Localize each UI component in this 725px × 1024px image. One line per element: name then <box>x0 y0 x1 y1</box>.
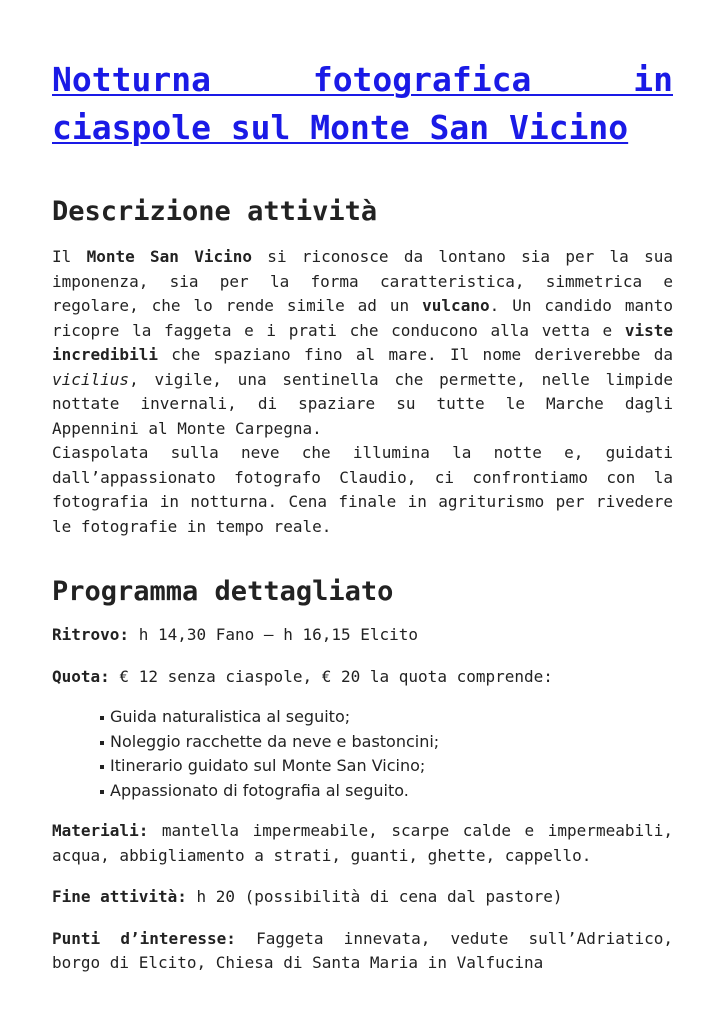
field-label: Materiali: <box>52 821 149 840</box>
field-fine-attivita <box>52 885 673 910</box>
field-label: Quota: <box>52 666 110 686</box>
quota-includes-list <box>52 705 673 803</box>
description-paragraph-2: Ciaspolata sulla neve che illumina la notte e, guidati dall’appassionato fotografo Claudio, ci confrontiamo con la fotografia in notturna. Cena finale in agriturismo per rivedere le fotografie in tempo reale. <box>52 443 673 536</box>
field-value: h 20 (possibilità di cena dal pastore) <box>186 887 563 906</box>
description-text: Il <box>52 247 87 266</box>
field-value: h 14,30 Fano – h 16,15 Elcito <box>129 625 419 644</box>
italic-vicilius: vicilius <box>52 369 130 389</box>
page-title <box>52 56 673 152</box>
title-link[interactable]: Notturna fotografica in ciaspole sul Monte San Vicino <box>52 60 673 147</box>
bold-monte-san-vicino: Monte San Vicino <box>86 247 253 266</box>
field-punti-interesse <box>52 927 673 976</box>
section-heading-description: Descrizione attività <box>52 196 378 227</box>
description-paragraph <box>52 245 673 441</box>
field-value: € 12 senza ciaspole, € 20 la quota comprende: <box>109 666 553 686</box>
field-label: Fine attività: <box>52 887 187 906</box>
list-item: Itinerario guidato sul Monte San Vicino; <box>100 754 673 779</box>
description-text: , vigile, una sentinella che permette, nelle limpide nottate invernali, di spaziare su tutte le Marche dagli Appennini al Monte Carpegna. <box>52 369 673 438</box>
description-text: . Un candido manto ricopre la faggeta e i prati che conducono alla vetta e <box>52 296 674 340</box>
field-label: Ritrovo: <box>52 625 130 644</box>
field-value: mantella impermeabile, scarpe calde e impermeabili, acqua, abbigliamento a strati, guanti, ghette, cappello. <box>52 821 673 865</box>
description-text: che spaziano fino al mare. Il nome deriverebbe da <box>157 345 673 364</box>
list-item: Appassionato di fotografia al seguito. <box>100 779 673 804</box>
section-heading-program: Programma dettagliato <box>52 576 394 607</box>
list-item: Noleggio racchette da neve e bastoncini; <box>100 730 673 755</box>
description-text: si riconosce da lontano sia per la sua imponenza, sia per la forma caratteristica, simmetrica e regolare, che lo rende simile ad un <box>52 247 673 315</box>
field-ritrovo <box>52 623 673 648</box>
bold-vulcano: vulcano <box>422 296 490 315</box>
bold-viste-incredibili: viste incredibili <box>52 320 673 364</box>
field-materiali <box>52 819 673 868</box>
list-item: Guida naturalistica al seguito; <box>100 705 673 730</box>
field-value: Faggeta innevata, vedute sull’Adriatico, borgo di Elcito, Chiesa di Santa Maria in Valfucina <box>52 928 673 972</box>
field-quota <box>52 665 673 690</box>
field-label: Punti d’interesse: <box>52 928 236 948</box>
